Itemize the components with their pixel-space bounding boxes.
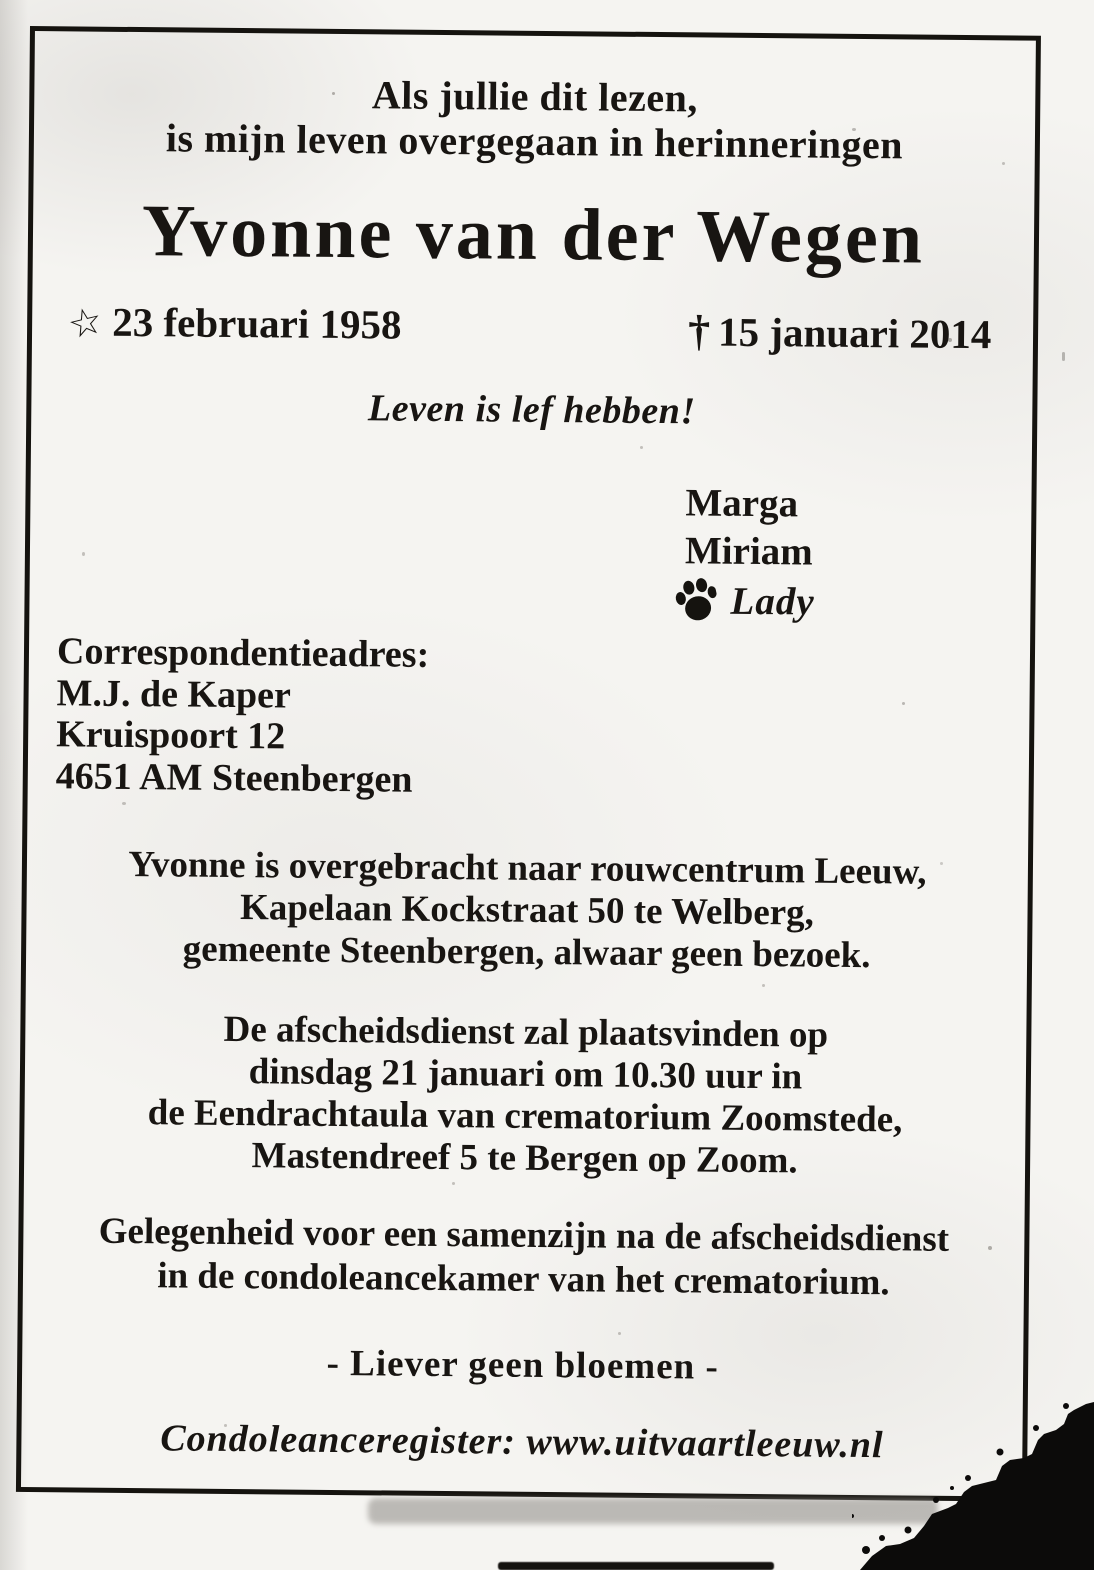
scan-speck <box>618 1332 621 1335</box>
scan-speck <box>988 1246 992 1250</box>
death-date-text: 15 januari 2014 <box>717 308 992 358</box>
scan-speck <box>452 1182 455 1185</box>
correspondence-line: 4651 AM Steenbergen <box>55 754 413 801</box>
opening-lines <box>34 69 1036 169</box>
text-line: Mastendreef 5 te Bergen op Zoom. <box>251 1135 798 1182</box>
scan-speck <box>1062 352 1065 361</box>
deceased-name: Yvonne van der Wegen <box>141 190 926 280</box>
correspondence-address <box>56 631 430 801</box>
text-line: gemeente Steenbergen, alwaar geen bezoek. <box>182 928 871 977</box>
scan-speck <box>640 446 643 449</box>
opening-line: is mijn leven overgegaan in herinneringen <box>165 115 904 168</box>
card-border-frame <box>16 26 1041 1502</box>
scan-speck <box>762 984 765 987</box>
death-date <box>688 305 992 359</box>
motto-line: Leven is lef hebben! <box>367 387 696 433</box>
no-flowers-line: - Liever geen bloemen - <box>326 1342 719 1388</box>
birth-date <box>63 297 402 348</box>
scan-speck <box>224 1424 227 1427</box>
text-line: de Eendrachtaula van crematorium Zoomstede, <box>147 1092 903 1141</box>
scan-artifact-blob <box>852 1388 1094 1570</box>
family-names <box>685 479 814 576</box>
scan-speck <box>902 702 905 705</box>
condolence-register-line: Condoleanceregister: www.uitvaartleeuw.nl <box>160 1417 884 1467</box>
text-line: Gelegenheid voor een samenzijn na de afscheidsdienst <box>98 1210 950 1260</box>
paragraph-mortuary <box>26 843 1028 979</box>
scan-speck <box>948 338 952 342</box>
family-name: Marga <box>685 481 799 526</box>
scan-speck <box>940 862 943 865</box>
star-icon: ☆ <box>63 297 107 348</box>
correspondence-line: M.J. de Kaper <box>56 671 292 717</box>
scan-speck <box>1002 162 1005 165</box>
scan-speck <box>82 552 85 556</box>
text-line: in de condoleancekamer van het crematorium. <box>157 1255 890 1304</box>
cross-icon: † <box>687 306 711 356</box>
pet-line <box>675 577 815 624</box>
text-line: De afscheidsdienst zal plaatsvinden op <box>223 1008 829 1056</box>
paragraph-service <box>24 1007 1027 1185</box>
paragraph-condolence <box>23 1209 1025 1307</box>
pet-name: Lady <box>730 579 815 624</box>
scan-edge-strip <box>498 1562 774 1570</box>
opening-line: Als jullie dit lezen, <box>371 72 699 121</box>
scan-speck <box>332 92 335 95</box>
birth-date-text: 23 februari 1958 <box>112 298 402 348</box>
text-line: dinsdag 21 januari om 10.30 uur in <box>248 1051 803 1098</box>
text-line: Yvonne is overgebracht naar rouwcentrum Leeuw, <box>128 843 927 893</box>
scan-speck <box>122 802 126 805</box>
paw-icon <box>671 574 721 627</box>
scan-speck <box>852 128 856 131</box>
correspondence-line: Kruispoort 12 <box>56 713 286 758</box>
family-name: Miriam <box>684 529 813 574</box>
text-line: Kapelaan Kockstraat 50 te Welberg, <box>239 887 815 934</box>
correspondence-label: Correspondentieadres: <box>56 630 430 676</box>
